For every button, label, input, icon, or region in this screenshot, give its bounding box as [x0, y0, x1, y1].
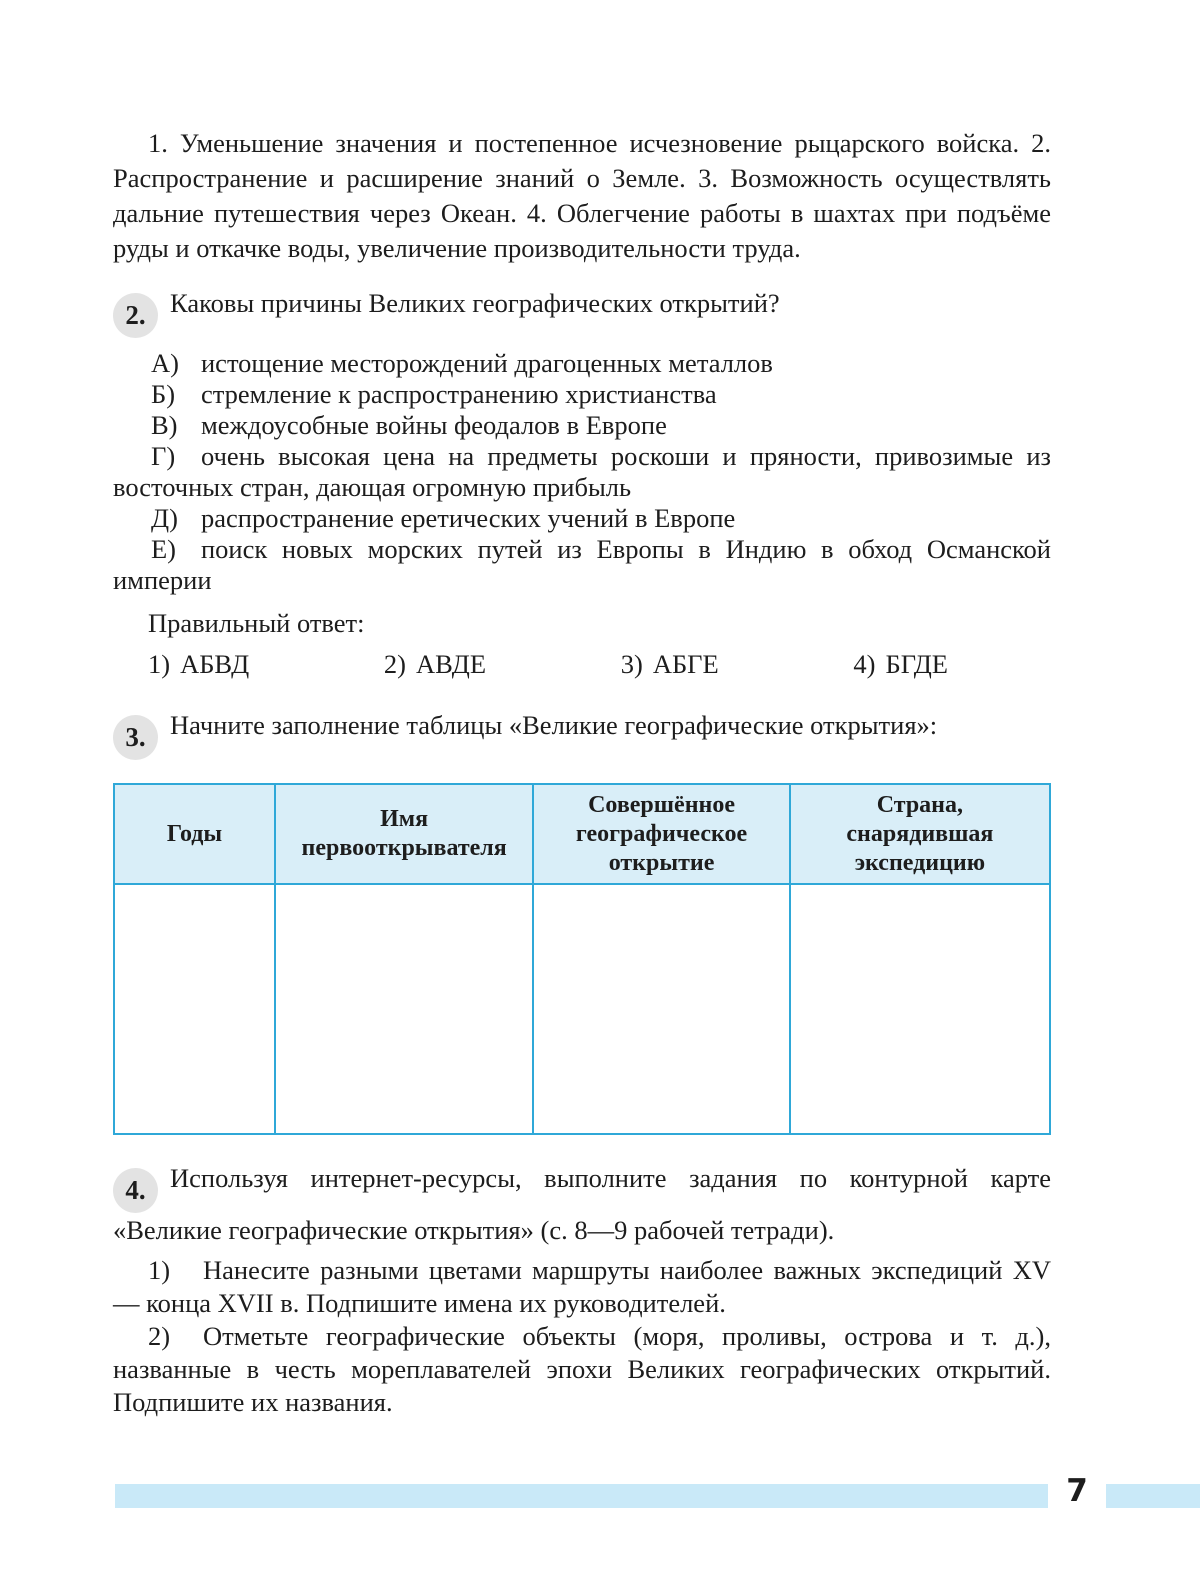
table-header-discovery: Совершённое географическое открытие — [533, 784, 789, 884]
question-2-number-badge: 2. — [113, 293, 158, 338]
question-3-heading — [113, 708, 1051, 760]
answer-choice — [853, 647, 948, 682]
option-marker: Б) — [151, 379, 176, 409]
option-text: междоусобные войны феодалов в Европе — [201, 410, 667, 440]
table-header-country: Страна, снарядившая экспедицию — [790, 784, 1050, 884]
answer-choice-value: БГДЕ — [885, 649, 948, 679]
subitem-row — [113, 1254, 1051, 1320]
table-header-years: Годы — [114, 784, 275, 884]
table-cell-discoverer-name — [275, 884, 533, 1134]
answer-choice-marker: 2) — [383, 649, 406, 679]
table-row — [114, 884, 1050, 1134]
option-marker: Г) — [151, 441, 176, 471]
question-2-options — [113, 348, 1051, 596]
table-cell-country — [790, 884, 1050, 1134]
answer-choice-value: АБВД — [180, 649, 250, 679]
question-2-heading — [113, 286, 1051, 338]
table-great-discoveries — [113, 783, 1051, 1135]
subitem-text: Отметьте географические объекты (моря, проливы, острова и т. д.), названные в честь мореплавателей эпохи Великих географических открытий. Подпишите их названия. — [113, 1321, 1051, 1417]
subitem-marker: 2) — [148, 1321, 171, 1351]
answer-choice-marker: 3) — [620, 649, 643, 679]
option-marker: Е) — [151, 534, 177, 564]
subitem-marker: 1) — [148, 1255, 171, 1285]
answer-choice-value: АВДЕ — [415, 649, 487, 679]
question-4-number-badge: 4. — [113, 1168, 158, 1213]
question-4-text: Используя интернет-ресурсы, выполните задания по контурной карте «Великие географические открытия» (с. 8—9 рабочей тетради). — [113, 1163, 1051, 1245]
option-text: поиск новых морских путей из Европы в Индию в обход Османской империи — [113, 534, 1051, 595]
answer-choice-marker: 1) — [148, 649, 171, 679]
answer-choice — [384, 647, 486, 682]
table-header-discoverer-name: Имя первооткрывателя — [275, 784, 533, 884]
table-cell-years — [114, 884, 275, 1134]
question-4-subitems — [113, 1254, 1051, 1419]
answer-choices-row — [113, 647, 948, 682]
page-content — [113, 126, 1051, 1419]
option-text: распространение еретических учений в Европе — [201, 503, 736, 533]
page-number: 7 — [1066, 1473, 1088, 1509]
question-2-title: Каковы причины Великих географических открытий? — [170, 288, 780, 318]
option-marker: А) — [151, 348, 179, 378]
option-text: стремление к распространению христианства — [201, 379, 717, 409]
option-marker: Д) — [151, 503, 178, 533]
footer-bar-left — [115, 1484, 1048, 1508]
option-row — [113, 441, 1051, 503]
option-marker: В) — [151, 410, 178, 440]
subitem-row — [113, 1320, 1051, 1419]
option-text: истощение месторождений драгоценных металлов — [201, 348, 773, 378]
table-cell-discovery — [533, 884, 789, 1134]
answer-choice-marker: 4) — [853, 649, 876, 679]
table-header-row — [114, 784, 1050, 884]
subitem-text: Нанесите разными цветами маршруты наиболее важных экспедиций XV — конца XVII в. Подпишите имена их руководителей. — [113, 1255, 1051, 1318]
question-3-text: Начните заполнение таблицы «Великие географические открытия»: — [170, 710, 938, 740]
answer-choice-value: АБГЕ — [652, 649, 719, 679]
option-row — [113, 348, 1051, 379]
option-row — [113, 379, 1051, 410]
answer-choice — [148, 647, 249, 682]
option-row — [113, 503, 1051, 534]
intro-paragraph: 1. Уменьшение значения и постепенное исчезновение рыцарского войска. 2. Распространение и расширение знаний о Земле. 3. Возможность осуществлять дальние путешествия через Океан. 4. Облегчение работы в шахтах при подъёме руды и откачке воды, увеличение производительности труда. — [113, 128, 1051, 263]
option-row — [113, 410, 1051, 441]
correct-answer-label: Правильный ответ: — [148, 608, 365, 638]
question-3-number-badge: 3. — [113, 715, 158, 760]
question-4-heading — [113, 1161, 1051, 1248]
footer-bar-right — [1106, 1484, 1200, 1508]
answer-choice — [621, 647, 719, 682]
option-text: очень высокая цена на предметы роскоши и пряности, привозимые из восточных стран, дающая огромную прибыль — [113, 441, 1051, 502]
option-row — [113, 534, 1051, 596]
